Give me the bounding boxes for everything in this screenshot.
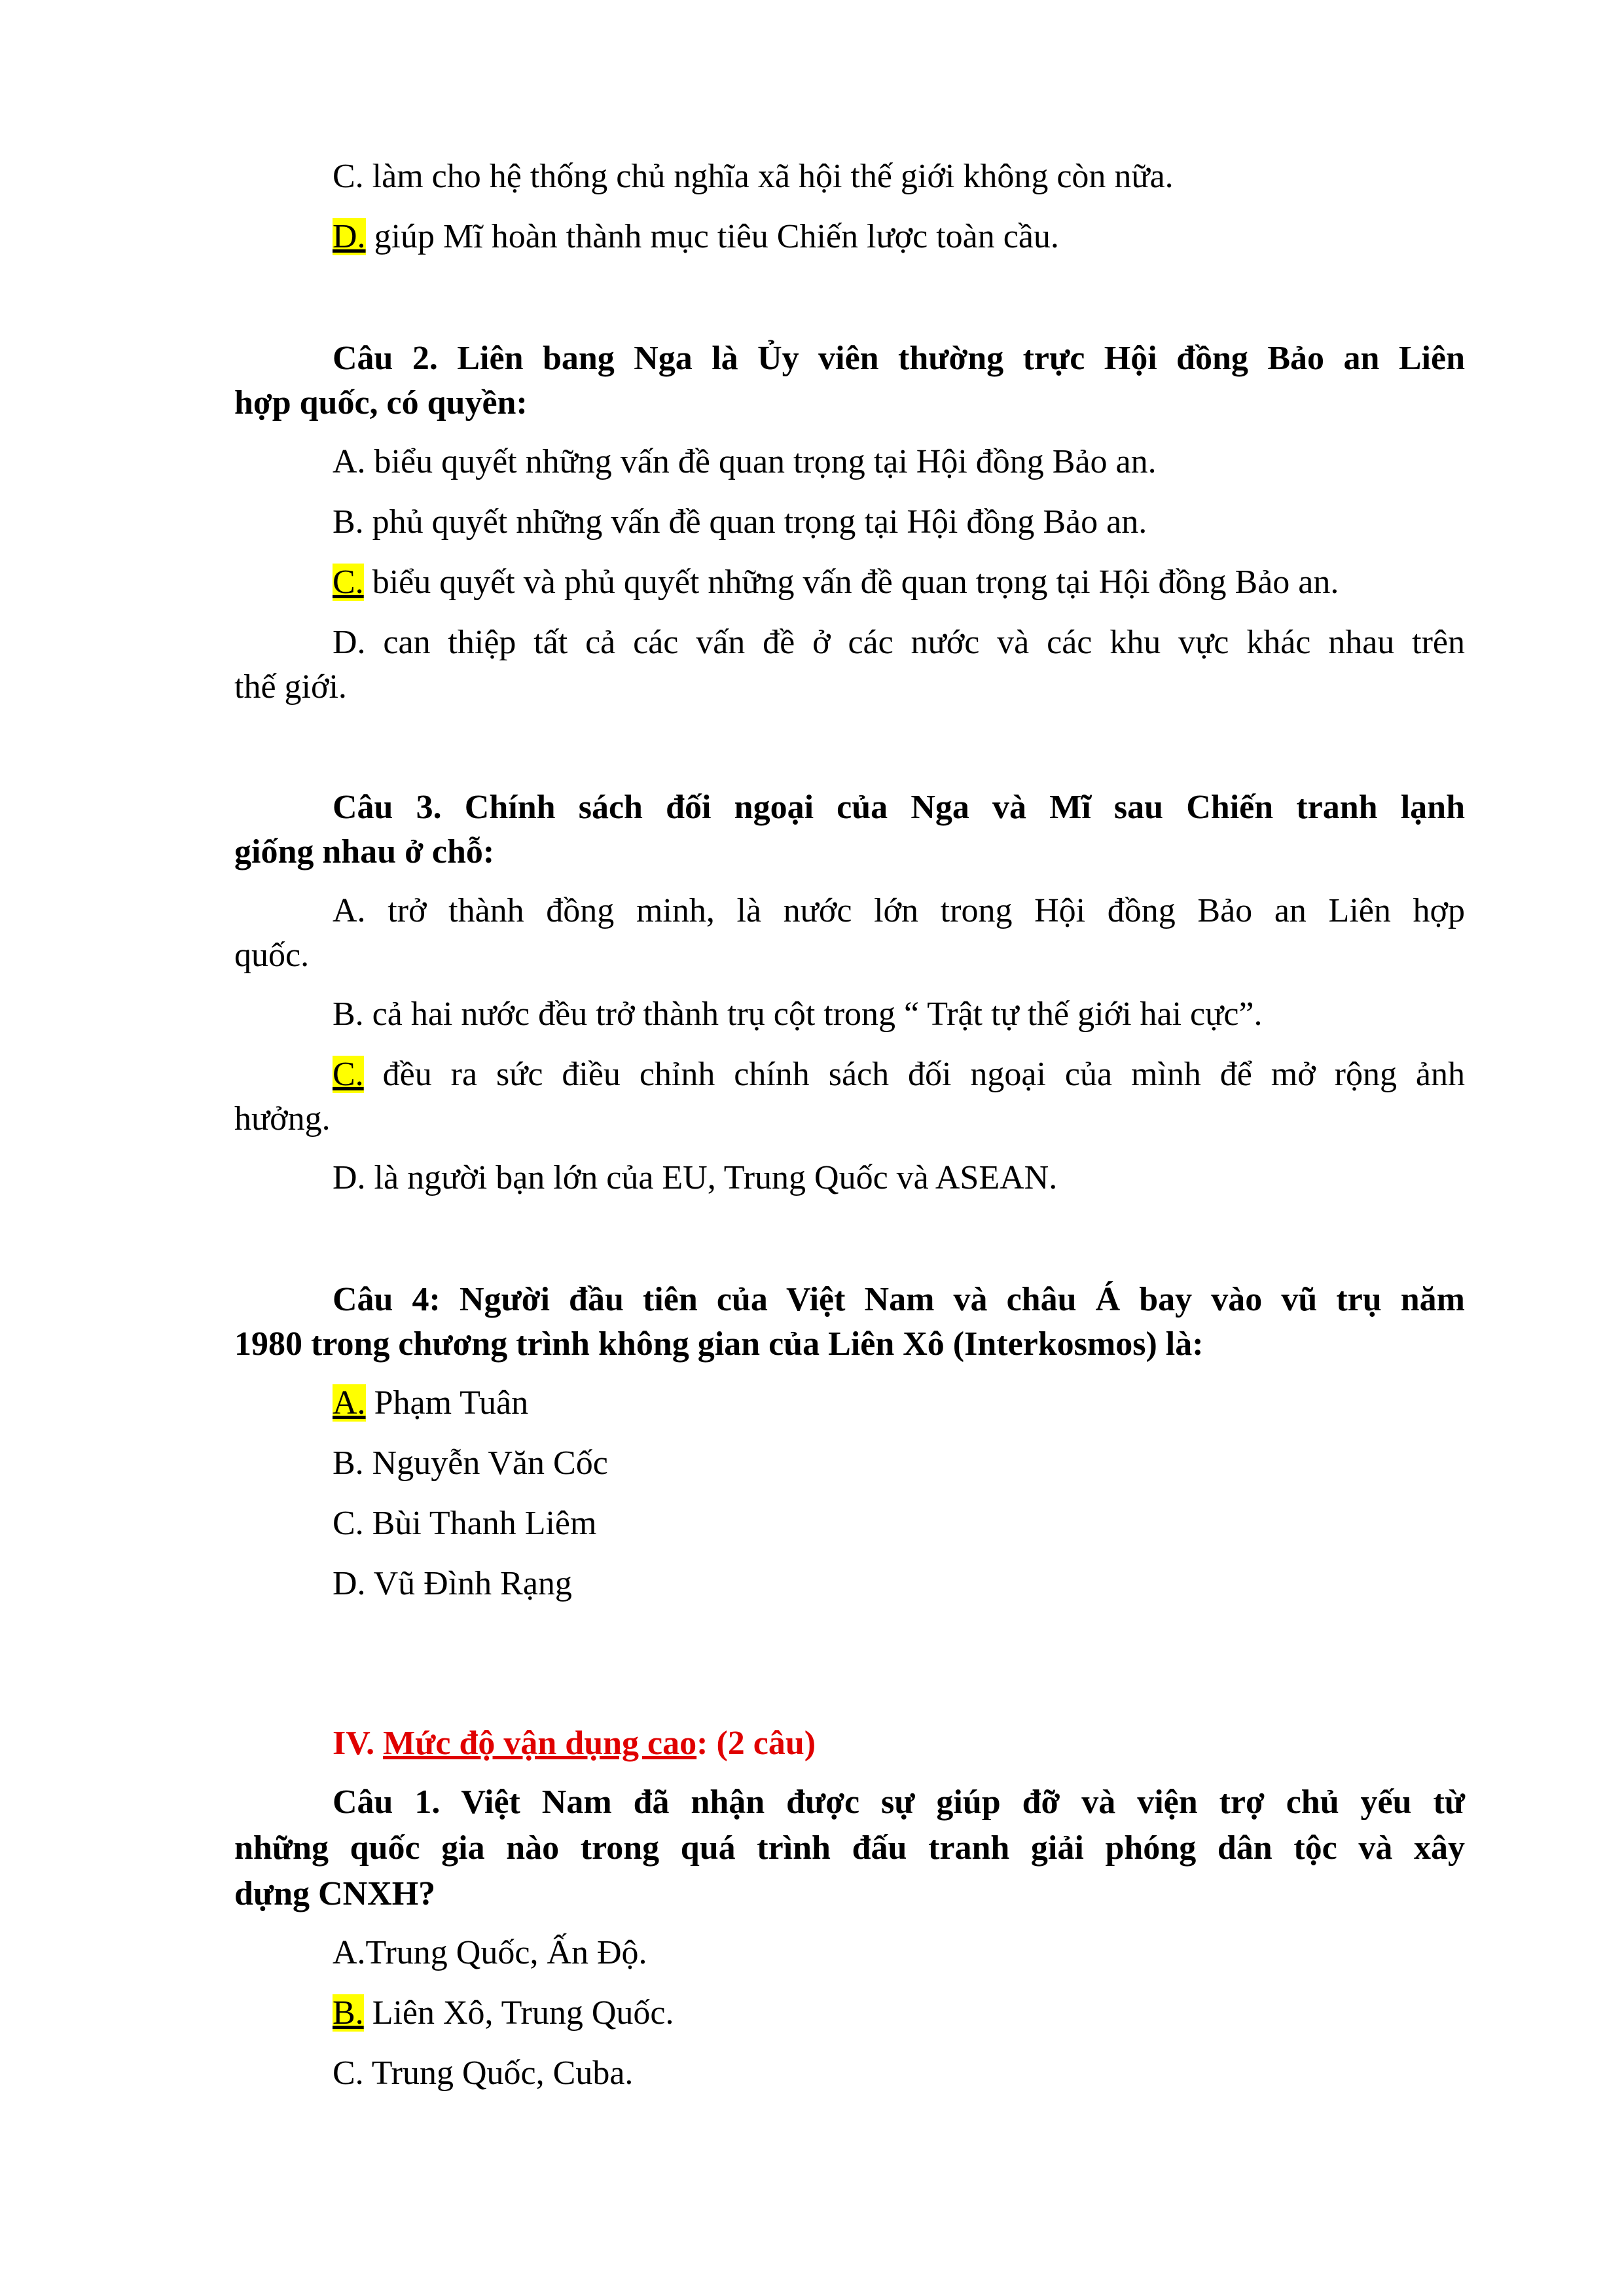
answer-option-c — [234, 2051, 1465, 2096]
answer-text: C. làm cho hệ thống chủ nghĩa xã hội thế giới không còn nữa. — [333, 158, 1174, 195]
correct-answer-marker: B. — [333, 1994, 364, 2032]
question-2-heading — [234, 336, 1465, 381]
answer-text: D. can thiệp tất cả các vấn đề ở các nước và các khu vực khác nhau trên — [333, 624, 1465, 661]
answer-text: thế giới. — [234, 668, 347, 706]
answer-option-c — [234, 154, 1465, 199]
answer-text: Phạm Tuân — [365, 1384, 529, 1422]
correct-answer-marker: A. — [333, 1384, 366, 1422]
answer-option-b — [234, 500, 1465, 545]
question-text: 1980 trong chương trình không gian của Liên Xô (Interkosmos) là: — [234, 1325, 1204, 1363]
answer-text: C. Bùi Thanh Liêm — [333, 1505, 597, 1542]
question-text: dựng CNXH? — [234, 1875, 436, 1912]
answer-text: giúp Mĩ hoàn thành mục tiêu Chiến lược toàn cầu. — [365, 218, 1059, 255]
answer-option-a — [234, 889, 1465, 933]
answer-text: đều ra sức điều chỉnh chính sách đối ngoại của mình để mở rộng ảnh — [363, 1056, 1465, 1093]
section-number: IV. — [333, 1725, 384, 1762]
question-3-heading-cont — [234, 830, 1465, 874]
answer-text: quốc. — [234, 937, 310, 974]
answer-text: A. biểu quyết những vấn đề quan trọng tại Hội đồng Bảo an. — [333, 443, 1157, 480]
answer-option-b — [234, 1441, 1465, 1486]
answer-option-a-cont — [234, 933, 1465, 978]
answer-text: B. cả hai nước đều trở thành trụ cột trong “ Trật tự thế giới hai cực”. — [333, 996, 1263, 1033]
question-4-heading-cont — [234, 1322, 1465, 1367]
answer-option-d-cont — [234, 665, 1465, 709]
question-1-heading — [234, 1780, 1465, 1825]
section-count: (2 câu) — [708, 1725, 816, 1762]
answer-text: A.Trung Quốc, Ấn Độ. — [333, 1934, 647, 1971]
section-title: Mức độ vận dụng cao — [383, 1725, 697, 1762]
answer-option-d — [234, 620, 1465, 665]
answer-option-c — [234, 1052, 1465, 1097]
question-4-heading — [234, 1278, 1465, 1322]
answer-option-b — [234, 1991, 1465, 2036]
answer-option-a — [234, 1931, 1465, 1975]
answer-option-a — [234, 1381, 1465, 1426]
answer-text: Liên Xô, Trung Quốc. — [363, 1994, 674, 2032]
question-text: Câu 3. Chính sách đối ngoại của Nga và Mĩ sau Chiến tranh lạnh — [333, 789, 1465, 826]
answer-text: D. là người bạn lớn của EU, Trung Quốc và ASEAN. — [333, 1159, 1058, 1196]
answer-option-b — [234, 992, 1465, 1037]
correct-answer-marker: D. — [333, 218, 366, 255]
answer-text: biểu quyết và phủ quyết những vấn đề quan trọng tại Hội đồng Bảo an. — [363, 564, 1339, 601]
answer-text: A. trở thành đồng minh, là nước lớn trong Hội đồng Bảo an Liên hợp — [333, 892, 1465, 929]
answer-option-c — [234, 560, 1465, 605]
question-3-heading — [234, 785, 1465, 830]
answer-text: B. Nguyễn Văn Cốc — [333, 1444, 608, 1482]
question-1-heading-cont — [234, 1826, 1465, 1871]
correct-answer-marker: C. — [333, 1056, 364, 1093]
answer-option-a — [234, 440, 1465, 484]
question-text: những quốc gia nào trong quá trình đấu tranh giải phóng dân tộc và xây — [234, 1829, 1465, 1867]
question-text: Câu 1. Việt Nam đã nhận được sự giúp đỡ và viện trợ chủ yếu từ — [333, 1784, 1465, 1821]
question-1-heading-cont-2 — [234, 1872, 1465, 1916]
document-page — [234, 0, 1465, 2296]
question-text: hợp quốc, có quyền: — [234, 384, 528, 422]
answer-option-c-cont — [234, 1097, 1465, 1141]
correct-answer-marker: C. — [333, 564, 364, 601]
answer-option-d — [234, 1156, 1465, 1200]
section-heading-iv — [234, 1721, 1465, 1766]
answer-option-c — [234, 1501, 1465, 1546]
question-text: giống nhau ở chỗ: — [234, 833, 495, 870]
answer-text: hưởng. — [234, 1100, 331, 1138]
section-colon: : — [696, 1725, 708, 1762]
question-2-heading-cont — [234, 381, 1465, 425]
answer-text: D. Vũ Đình Rạng — [333, 1565, 572, 1602]
question-text: Câu 4: Người đầu tiên của Việt Nam và châu Á bay vào vũ trụ năm — [333, 1281, 1465, 1318]
answer-option-d — [234, 1562, 1465, 1606]
question-text: Câu 2. Liên bang Nga là Ủy viên thường trực Hội đồng Bảo an Liên — [333, 340, 1465, 377]
answer-option-d — [234, 215, 1465, 259]
answer-text: C. Trung Quốc, Cuba. — [333, 2054, 634, 2092]
answer-text: B. phủ quyết những vấn đề quan trọng tại Hội đồng Bảo an. — [333, 503, 1147, 541]
